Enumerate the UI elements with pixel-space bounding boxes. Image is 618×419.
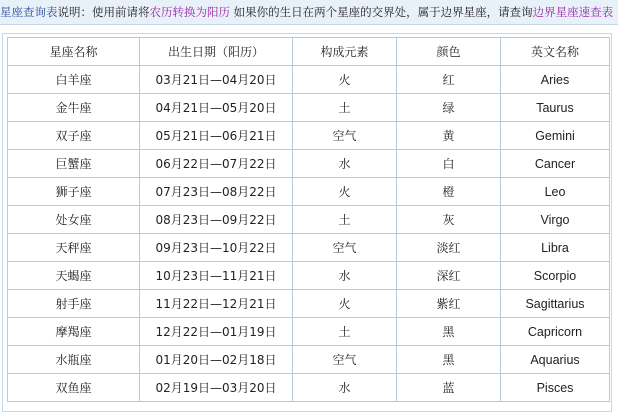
cell-element: 空气 [293, 122, 397, 150]
cell-english-name: Aquarius [501, 346, 610, 374]
cell-birth-date: 01月20日—02月18日 [140, 346, 293, 374]
table-row [8, 290, 610, 318]
cell-english-name: Taurus [501, 94, 610, 122]
info-text-intro: 说明：使用前请将 [57, 5, 150, 19]
cell-birth-date: 02月19日—03月20日 [140, 374, 293, 402]
cell-color: 红 [397, 66, 501, 94]
info-text-boundary: 如果你的生日在两个星座的交界处，属于边界星座，请查询 [233, 5, 533, 19]
col-header-color: 颜色 [397, 38, 501, 66]
cell-english-name: Leo [501, 178, 610, 206]
table-row [8, 234, 610, 262]
calendar-convert-link[interactable]: 农历转换为阳历 [149, 5, 230, 19]
cell-english-name: Capricorn [501, 318, 610, 346]
col-header-english-name: 英文名称 [501, 38, 610, 66]
cell-element: 火 [293, 66, 397, 94]
table-frame [2, 33, 612, 412]
cell-color: 蓝 [397, 374, 501, 402]
table-row [8, 206, 610, 234]
cell-element: 水 [293, 374, 397, 402]
cell-english-name: Aries [501, 66, 610, 94]
cell-sign-name: 白羊座 [8, 66, 140, 94]
table-row [8, 150, 610, 178]
cell-color: 深红 [397, 262, 501, 290]
cell-sign-name: 双鱼座 [8, 374, 140, 402]
col-header-birth-date: 出生日期（阳历） [140, 38, 293, 66]
cell-birth-date: 06月22日—07月22日 [140, 150, 293, 178]
cell-color: 黑 [397, 346, 501, 374]
cell-color: 淡红 [397, 234, 501, 262]
zodiac-table [7, 37, 610, 402]
cell-birth-date: 10月23日—11月21日 [140, 262, 293, 290]
col-header-element: 构成元素 [293, 38, 397, 66]
cell-color: 橙 [397, 178, 501, 206]
cell-birth-date: 04月21日—05月20日 [140, 94, 293, 122]
cell-color: 紫红 [397, 290, 501, 318]
cell-sign-name: 巨蟹座 [8, 150, 140, 178]
table-row [8, 318, 610, 346]
table-row [8, 346, 610, 374]
cell-element: 空气 [293, 346, 397, 374]
cell-sign-name: 双子座 [8, 122, 140, 150]
cell-element: 火 [293, 178, 397, 206]
cell-sign-name: 金牛座 [8, 94, 140, 122]
cell-sign-name: 水瓶座 [8, 346, 140, 374]
cell-sign-name: 射手座 [8, 290, 140, 318]
cell-color: 灰 [397, 206, 501, 234]
cell-color: 绿 [397, 94, 501, 122]
table-row [8, 66, 610, 94]
cell-element: 土 [293, 206, 397, 234]
cell-english-name: Gemini [501, 122, 610, 150]
info-bar [0, 0, 618, 25]
col-header-sign-name: 星座名称 [8, 38, 140, 66]
cell-sign-name: 天蝎座 [8, 262, 140, 290]
table-row [8, 374, 610, 402]
cell-english-name: Scorpio [501, 262, 610, 290]
cell-english-name: Virgo [501, 206, 610, 234]
table-header-row [8, 38, 610, 66]
cell-english-name: Sagittarius [501, 290, 610, 318]
cell-sign-name: 狮子座 [8, 178, 140, 206]
cell-color: 白 [397, 150, 501, 178]
cell-element: 空气 [293, 234, 397, 262]
cell-color: 黑 [397, 318, 501, 346]
cell-element: 水 [293, 150, 397, 178]
cell-birth-date: 05月21日—06月21日 [140, 122, 293, 150]
cell-birth-date: 08月23日—09月22日 [140, 206, 293, 234]
cell-element: 火 [293, 290, 397, 318]
cell-english-name: Pisces [501, 374, 610, 402]
cell-english-name: Libra [501, 234, 610, 262]
cell-sign-name: 天秤座 [8, 234, 140, 262]
table-row [8, 94, 610, 122]
table-row [8, 178, 610, 206]
cell-color: 黄 [397, 122, 501, 150]
boundary-sign-link[interactable]: 边界星座速查表 [532, 5, 614, 19]
cell-element: 水 [293, 262, 397, 290]
cell-birth-date: 11月22日—12月21日 [140, 290, 293, 318]
zodiac-table-link[interactable]: 星座查询表 [0, 5, 58, 19]
table-row [8, 262, 610, 290]
cell-sign-name: 摩羯座 [8, 318, 140, 346]
cell-birth-date: 07月23日—08月22日 [140, 178, 293, 206]
cell-birth-date: 12月22日—01月19日 [140, 318, 293, 346]
cell-element: 土 [293, 94, 397, 122]
cell-english-name: Cancer [501, 150, 610, 178]
cell-birth-date: 09月23日—10月22日 [140, 234, 293, 262]
cell-element: 土 [293, 318, 397, 346]
table-row [8, 122, 610, 150]
cell-sign-name: 处女座 [8, 206, 140, 234]
cell-birth-date: 03月21日—04月20日 [140, 66, 293, 94]
